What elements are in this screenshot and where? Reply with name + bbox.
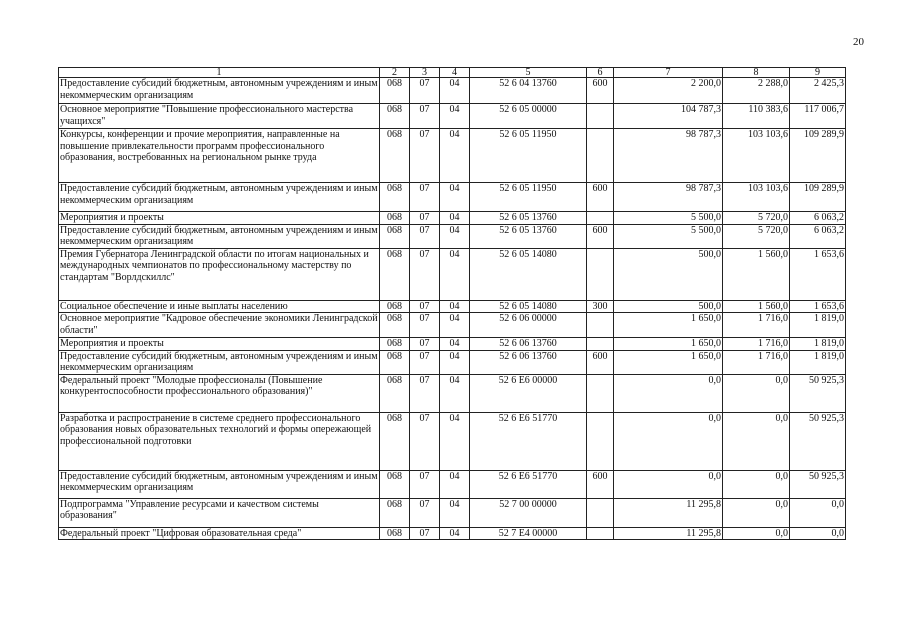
table-row <box>59 470 846 498</box>
table-row <box>59 412 846 470</box>
amount-col-7: 2 200,0 <box>614 78 723 104</box>
table-row <box>59 78 846 104</box>
row-description: Основное мероприятие "Повышение профессионального мастерства учащихся" <box>59 104 380 129</box>
subsection-code: 04 <box>440 338 470 351</box>
amount-col-9: 109 289,9 <box>790 129 846 183</box>
row-description: Основное мероприятие "Кадровое обеспечение экономики Ленинградской области" <box>60 313 378 336</box>
expense-type-code <box>587 104 614 129</box>
header-cell: 4 <box>440 68 470 78</box>
expense-type-code: 600 <box>587 183 614 212</box>
section-code: 07 <box>410 104 440 129</box>
ministry-code: 068 <box>380 527 410 540</box>
ministry-code: 068 <box>380 78 410 104</box>
amount-col-8: 1 716,0 <box>723 313 790 338</box>
amount-col-9: 2 425,3 <box>790 78 846 104</box>
section-code: 07 <box>410 412 440 470</box>
section-code: 07 <box>410 78 440 104</box>
expense-type-code: 300 <box>587 300 614 313</box>
subsection-code: 04 <box>440 248 470 300</box>
row-description: Предоставление субсидий бюджетным, автономным учреждениям и иным некоммерческим организациям <box>59 470 380 498</box>
ministry-code: 068 <box>380 104 410 129</box>
row-description: Конкурсы, конференции и прочие мероприятия, направленные на повышение привлекательности программ профессионального образования, востребованных на региональном рынке труда <box>59 129 380 183</box>
amount-col-8: 2 288,0 <box>723 78 790 104</box>
ministry-code: 068 <box>380 470 410 498</box>
amount-col-7: 5 500,0 <box>614 224 723 248</box>
header-cell: 6 <box>587 68 614 78</box>
target-article-code: 52 6 04 13760 <box>470 78 587 104</box>
amount-col-7: 1 650,0 <box>614 338 723 351</box>
subsection-code: 04 <box>440 350 470 374</box>
amount-col-7: 11 295,8 <box>614 527 723 540</box>
row-description: Разработка и распространение в системе среднего профессионального образования новых образовательных технологий и формы опережающей профессиональной подготовки <box>59 412 380 470</box>
section-code: 07 <box>410 129 440 183</box>
target-article-code: 52 6 06 13760 <box>470 350 587 374</box>
amount-col-7: 500,0 <box>614 248 723 300</box>
expense-type-code <box>587 412 614 470</box>
amount-col-7: 500,0 <box>614 300 723 313</box>
subsection-code: 04 <box>440 470 470 498</box>
amount-col-9: 117 006,7 <box>790 104 846 129</box>
target-article-code: 52 6 05 14080 <box>470 300 587 313</box>
section-code: 07 <box>410 527 440 540</box>
header-cell: 8 <box>723 68 790 78</box>
table-row <box>59 313 846 338</box>
table-row <box>59 300 846 313</box>
amount-col-7: 1 650,0 <box>614 350 723 374</box>
target-article-code: 52 6 05 13760 <box>470 224 587 248</box>
amount-col-8: 0,0 <box>723 498 790 527</box>
subsection-code: 04 <box>440 498 470 527</box>
target-article-code: 52 6 E6 51770 <box>470 412 587 470</box>
amount-col-9: 1 653,6 <box>790 300 846 313</box>
subsection-code: 04 <box>440 212 470 225</box>
table-row <box>59 183 846 212</box>
table-row <box>59 248 846 300</box>
table-row <box>59 527 846 540</box>
header-cell: 7 <box>614 68 723 78</box>
expense-type-code <box>587 129 614 183</box>
amount-col-9: 6 063,2 <box>790 212 846 225</box>
amount-col-7: 0,0 <box>614 470 723 498</box>
ministry-code: 068 <box>380 412 410 470</box>
target-article-code: 52 6 05 11950 <box>470 183 587 212</box>
ministry-code: 068 <box>380 350 410 374</box>
subsection-code: 04 <box>440 527 470 540</box>
amount-col-8: 1 560,0 <box>723 248 790 300</box>
row-description: Предоставление субсидий бюджетным, автономным учреждениям и иным некоммерческим организациям <box>59 183 380 212</box>
expense-type-code <box>587 212 614 225</box>
budget-table <box>58 67 846 540</box>
table-row <box>59 212 846 225</box>
amount-col-9: 1 819,0 <box>790 313 846 338</box>
expense-type-code <box>587 498 614 527</box>
amount-col-8: 0,0 <box>723 527 790 540</box>
amount-col-9: 50 925,3 <box>790 412 846 470</box>
row-description: Подпрограмма "Управление ресурсами и качеством системы образования" <box>59 498 380 527</box>
amount-col-7: 98 787,3 <box>614 183 723 212</box>
table-row <box>59 350 846 374</box>
amount-col-8: 5 720,0 <box>723 224 790 248</box>
target-article-code: 52 6 E6 00000 <box>470 374 587 412</box>
target-article-code: 52 6 E6 51770 <box>470 470 587 498</box>
header-cell: 5 <box>470 68 587 78</box>
row-description: Предоставление субсидий бюджетным, автономным учреждениям и иным некоммерческим организациям <box>60 350 378 373</box>
section-code: 07 <box>410 248 440 300</box>
row-description: Социальное обеспечение и иные выплаты населению <box>59 300 380 313</box>
subsection-code: 04 <box>440 224 470 248</box>
row-description: Федеральный проект "Цифровая образовательная среда" <box>59 527 380 540</box>
amount-col-8: 5 720,0 <box>723 212 790 225</box>
expense-type-code: 600 <box>587 224 614 248</box>
amount-col-7: 5 500,0 <box>614 212 723 225</box>
expense-type-code <box>587 338 614 351</box>
target-article-code: 52 7 E4 00000 <box>470 527 587 540</box>
ministry-code: 068 <box>380 183 410 212</box>
target-article-code: 52 6 06 00000 <box>470 313 587 338</box>
section-code: 07 <box>410 470 440 498</box>
row-description: Предоставление субсидий бюджетным, автономным учреждениям и иным некоммерческим организациям <box>59 78 380 104</box>
expense-type-code: 600 <box>587 78 614 104</box>
subsection-code: 04 <box>440 300 470 313</box>
ministry-code: 068 <box>380 248 410 300</box>
amount-col-9: 0,0 <box>790 498 846 527</box>
amount-col-7: 0,0 <box>614 412 723 470</box>
expense-type-code: 600 <box>587 350 614 374</box>
ministry-code: 068 <box>380 224 410 248</box>
amount-col-8: 110 383,6 <box>723 104 790 129</box>
expense-type-code <box>587 313 614 338</box>
section-code: 07 <box>410 212 440 225</box>
amount-col-7: 11 295,8 <box>614 498 723 527</box>
row-description: Федеральный проект "Молодые профессионалы (Повышение конкурентоспособности профессионального образования)" <box>59 374 380 412</box>
amount-col-8: 1 716,0 <box>723 338 790 351</box>
ministry-code: 068 <box>380 129 410 183</box>
amount-col-9: 50 925,3 <box>790 374 846 412</box>
expense-type-code <box>587 374 614 412</box>
amount-col-9: 50 925,3 <box>790 470 846 498</box>
header-cell: 9 <box>790 68 846 78</box>
amount-col-7: 98 787,3 <box>614 129 723 183</box>
ministry-code: 068 <box>380 300 410 313</box>
ministry-code: 068 <box>380 338 410 351</box>
amount-col-9: 109 289,9 <box>790 183 846 212</box>
target-article-code: 52 6 06 13760 <box>470 338 587 351</box>
amount-col-8: 0,0 <box>723 412 790 470</box>
section-code: 07 <box>410 338 440 351</box>
ministry-code: 068 <box>380 212 410 225</box>
header-cell: 3 <box>410 68 440 78</box>
row-description: Предоставление субсидий бюджетным, автономным учреждениям и иным некоммерческим организациям <box>60 224 378 247</box>
section-code: 07 <box>410 350 440 374</box>
table-row <box>59 498 846 527</box>
amount-col-8: 1 560,0 <box>723 300 790 313</box>
section-code: 07 <box>410 498 440 527</box>
amount-col-9: 1 819,0 <box>790 350 846 374</box>
amount-col-8: 1 716,0 <box>723 350 790 374</box>
header-row <box>59 68 846 78</box>
subsection-code: 04 <box>440 129 470 183</box>
table-row <box>59 224 846 248</box>
amount-col-9: 0,0 <box>790 527 846 540</box>
ministry-code: 068 <box>380 374 410 412</box>
subsection-code: 04 <box>440 104 470 129</box>
expense-type-code: 600 <box>587 470 614 498</box>
subsection-code: 04 <box>440 78 470 104</box>
target-article-code: 52 6 05 13760 <box>470 212 587 225</box>
subsection-code: 04 <box>440 412 470 470</box>
expense-type-code <box>587 527 614 540</box>
section-code: 07 <box>410 183 440 212</box>
section-code: 07 <box>410 313 440 338</box>
target-article-code: 52 6 05 11950 <box>470 129 587 183</box>
table-row <box>59 338 846 351</box>
subsection-code: 04 <box>440 183 470 212</box>
subsection-code: 04 <box>440 313 470 338</box>
ministry-code: 068 <box>380 313 410 338</box>
amount-col-7: 104 787,3 <box>614 104 723 129</box>
amount-col-7: 1 650,0 <box>614 313 723 338</box>
ministry-code: 068 <box>380 498 410 527</box>
amount-col-8: 103 103,6 <box>723 183 790 212</box>
page-number: 20 <box>853 36 864 48</box>
amount-col-9: 6 063,2 <box>790 224 846 248</box>
header-cell: 2 <box>380 68 410 78</box>
table-row <box>59 129 846 183</box>
row-description: Мероприятия и проекты <box>59 338 380 351</box>
amount-col-9: 1 819,0 <box>790 338 846 351</box>
subsection-code: 04 <box>440 374 470 412</box>
section-code: 07 <box>410 374 440 412</box>
target-article-code: 52 6 05 00000 <box>470 104 587 129</box>
section-code: 07 <box>410 224 440 248</box>
row-description: Мероприятия и проекты <box>59 212 380 225</box>
target-article-code: 52 6 05 14080 <box>470 248 587 300</box>
amount-col-8: 0,0 <box>723 374 790 412</box>
table-row <box>59 104 846 129</box>
expense-type-code <box>587 248 614 300</box>
header-cell: 1 <box>59 68 380 78</box>
row-description: Премия Губернатора Ленинградской области по итогам национальных и международных чемпионатов по профессиональному мастерству по стандартам "Ворлдскиллс" <box>59 248 380 300</box>
amount-col-9: 1 653,6 <box>790 248 846 300</box>
amount-col-7: 0,0 <box>614 374 723 412</box>
amount-col-8: 103 103,6 <box>723 129 790 183</box>
target-article-code: 52 7 00 00000 <box>470 498 587 527</box>
amount-col-8: 0,0 <box>723 470 790 498</box>
table-row <box>59 374 846 412</box>
section-code: 07 <box>410 300 440 313</box>
